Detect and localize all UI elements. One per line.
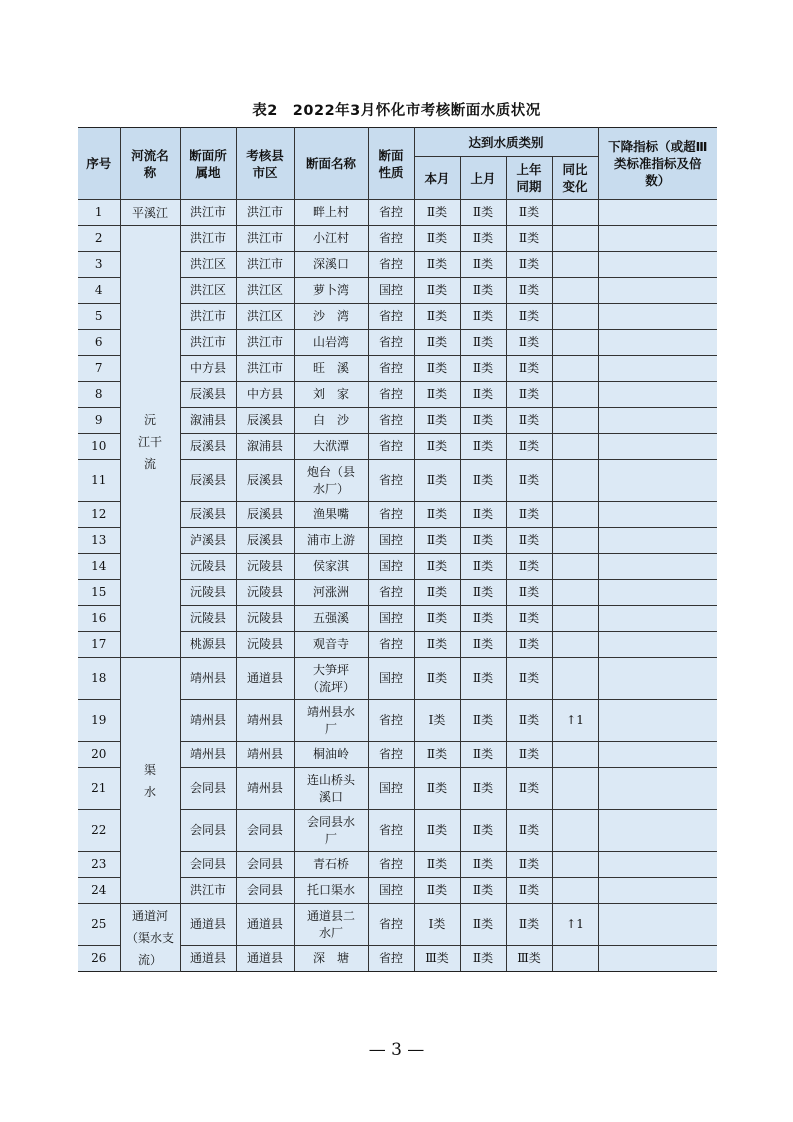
- table-row: [78, 904, 717, 946]
- cell-section-name: 深溪口: [294, 252, 368, 278]
- cell-yoy: [552, 434, 598, 460]
- cell-last-month: Ⅱ类: [460, 382, 506, 408]
- cell-section-name: 托口渠水: [294, 878, 368, 904]
- cell-this-month: Ⅱ类: [414, 554, 460, 580]
- cell-no: 9: [78, 408, 120, 434]
- cell-last-month: Ⅱ类: [460, 434, 506, 460]
- cell-nature: 省控: [368, 408, 414, 434]
- cell-this-month: Ⅱ类: [414, 580, 460, 606]
- cell-last-month: Ⅱ类: [460, 904, 506, 946]
- cell-section-name: 观音寺: [294, 632, 368, 658]
- cell-this-month: Ⅱ类: [414, 632, 460, 658]
- cell-nature: 国控: [368, 554, 414, 580]
- cell-this-month: Ⅱ类: [414, 356, 460, 382]
- cell-yoy: [552, 408, 598, 434]
- cell-last-year: Ⅱ类: [506, 408, 552, 434]
- cell-this-month: Ⅱ类: [414, 852, 460, 878]
- cell-this-month: Ⅱ类: [414, 742, 460, 768]
- cell-last-year: Ⅱ类: [506, 658, 552, 700]
- cell-district: 靖州县: [236, 700, 294, 742]
- cell-yoy: ↑1: [552, 700, 598, 742]
- cell-indicator: [598, 632, 717, 658]
- cell-section-name: 河涨洲: [294, 580, 368, 606]
- cell-indicator: [598, 580, 717, 606]
- cell-district: 洪江区: [236, 278, 294, 304]
- cell-district: 靖州县: [236, 768, 294, 810]
- cell-indicator: [598, 768, 717, 810]
- cell-this-month: Ⅱ类: [414, 460, 460, 502]
- cell-last-year: Ⅱ类: [506, 528, 552, 554]
- cell-district: 靖州县: [236, 742, 294, 768]
- header-district: 考核县市区: [236, 128, 294, 200]
- cell-nature: 省控: [368, 946, 414, 972]
- cell-district: 通道县: [236, 658, 294, 700]
- cell-section-name: 浦市上游: [294, 528, 368, 554]
- cell-last-month: Ⅱ类: [460, 946, 506, 972]
- cell-nature: 省控: [368, 852, 414, 878]
- cell-nature: 省控: [368, 742, 414, 768]
- cell-district: 沅陵县: [236, 606, 294, 632]
- cell-no: 15: [78, 580, 120, 606]
- cell-section-name: 小江村: [294, 226, 368, 252]
- cell-location: 通道县: [180, 946, 236, 972]
- cell-location: 桃源县: [180, 632, 236, 658]
- cell-this-month: Ⅱ类: [414, 408, 460, 434]
- cell-nature: 省控: [368, 252, 414, 278]
- cell-indicator: [598, 502, 717, 528]
- cell-yoy: [552, 632, 598, 658]
- cell-location: 靖州县: [180, 700, 236, 742]
- cell-indicator: [598, 742, 717, 768]
- header-last-month: 上月: [460, 157, 506, 200]
- cell-location: 中方县: [180, 356, 236, 382]
- cell-this-month: Ⅰ类: [414, 700, 460, 742]
- cell-district: 洪江市: [236, 226, 294, 252]
- cell-yoy: [552, 606, 598, 632]
- cell-last-month: Ⅱ类: [460, 200, 506, 226]
- cell-indicator: [598, 434, 717, 460]
- cell-last-year: Ⅱ类: [506, 330, 552, 356]
- cell-last-year: Ⅱ类: [506, 434, 552, 460]
- cell-last-month: Ⅱ类: [460, 226, 506, 252]
- cell-location: 溆浦县: [180, 408, 236, 434]
- cell-river: 渠 水: [120, 658, 180, 904]
- cell-location: 洪江区: [180, 252, 236, 278]
- cell-last-month: Ⅱ类: [460, 460, 506, 502]
- cell-nature: 国控: [368, 606, 414, 632]
- table-row: [78, 658, 717, 700]
- table-title: 表2 2022年3月怀化市考核断面水质状况: [252, 103, 541, 119]
- cell-last-year: Ⅱ类: [506, 878, 552, 904]
- cell-location: 辰溪县: [180, 434, 236, 460]
- cell-nature: 省控: [368, 502, 414, 528]
- cell-no: 5: [78, 304, 120, 330]
- cell-location: 沅陵县: [180, 606, 236, 632]
- table-row: [78, 200, 717, 226]
- cell-nature: 省控: [368, 904, 414, 946]
- cell-this-month: Ⅰ类: [414, 904, 460, 946]
- cell-no: 19: [78, 700, 120, 742]
- cell-location: 通道县: [180, 904, 236, 946]
- cell-district: 洪江市: [236, 252, 294, 278]
- cell-nature: 省控: [368, 226, 414, 252]
- cell-yoy: [552, 946, 598, 972]
- cell-nature: 国控: [368, 878, 414, 904]
- cell-last-year: Ⅱ类: [506, 742, 552, 768]
- cell-last-month: Ⅱ类: [460, 304, 506, 330]
- cell-section-name: 畔上村: [294, 200, 368, 226]
- cell-this-month: Ⅱ类: [414, 200, 460, 226]
- cell-section-name: 桐油岭: [294, 742, 368, 768]
- cell-nature: 省控: [368, 700, 414, 742]
- cell-indicator: [598, 226, 717, 252]
- cell-this-month: Ⅲ类: [414, 946, 460, 972]
- cell-yoy: [552, 278, 598, 304]
- cell-no: 20: [78, 742, 120, 768]
- header-grade-group: 达到水质类别: [414, 128, 598, 157]
- cell-no: 13: [78, 528, 120, 554]
- cell-indicator: [598, 700, 717, 742]
- cell-location: 会同县: [180, 852, 236, 878]
- cell-this-month: Ⅱ类: [414, 502, 460, 528]
- header-location: 断面所属地: [180, 128, 236, 200]
- cell-location: 辰溪县: [180, 460, 236, 502]
- cell-section-name: 萝卜湾: [294, 278, 368, 304]
- cell-yoy: [552, 356, 598, 382]
- cell-last-month: Ⅱ类: [460, 408, 506, 434]
- header-nature: 断面性质: [368, 128, 414, 200]
- cell-last-year: Ⅱ类: [506, 606, 552, 632]
- cell-section-name: 旺 溪: [294, 356, 368, 382]
- cell-last-month: Ⅱ类: [460, 554, 506, 580]
- cell-yoy: [552, 502, 598, 528]
- cell-yoy: [552, 460, 598, 502]
- cell-indicator: [598, 304, 717, 330]
- cell-yoy: [552, 252, 598, 278]
- cell-yoy: [552, 658, 598, 700]
- cell-this-month: Ⅱ类: [414, 226, 460, 252]
- cell-no: 10: [78, 434, 120, 460]
- cell-no: 1: [78, 200, 120, 226]
- cell-last-year: Ⅱ类: [506, 632, 552, 658]
- cell-last-month: Ⅱ类: [460, 852, 506, 878]
- cell-section-name: 会同县水 厂: [294, 810, 368, 852]
- cell-yoy: [552, 528, 598, 554]
- cell-location: 洪江市: [180, 200, 236, 226]
- cell-last-month: Ⅱ类: [460, 580, 506, 606]
- cell-last-month: Ⅱ类: [460, 768, 506, 810]
- cell-last-year: Ⅱ类: [506, 768, 552, 810]
- cell-section-name: 白 沙: [294, 408, 368, 434]
- cell-district: 中方县: [236, 382, 294, 408]
- cell-last-year: Ⅱ类: [506, 382, 552, 408]
- cell-no: 2: [78, 226, 120, 252]
- cell-no: 16: [78, 606, 120, 632]
- cell-last-year: Ⅱ类: [506, 580, 552, 606]
- cell-nature: 国控: [368, 768, 414, 810]
- cell-last-month: Ⅱ类: [460, 632, 506, 658]
- cell-this-month: Ⅱ类: [414, 434, 460, 460]
- cell-yoy: [552, 304, 598, 330]
- cell-last-year: Ⅱ类: [506, 502, 552, 528]
- cell-nature: 省控: [368, 460, 414, 502]
- cell-location: 洪江区: [180, 278, 236, 304]
- cell-yoy: [552, 742, 598, 768]
- cell-indicator: [598, 278, 717, 304]
- cell-no: 6: [78, 330, 120, 356]
- cell-last-year: Ⅱ类: [506, 304, 552, 330]
- cell-last-month: Ⅱ类: [460, 658, 506, 700]
- cell-no: 23: [78, 852, 120, 878]
- cell-section-name: 靖州县水 厂: [294, 700, 368, 742]
- cell-this-month: Ⅱ类: [414, 330, 460, 356]
- cell-no: 3: [78, 252, 120, 278]
- cell-last-month: Ⅱ类: [460, 528, 506, 554]
- cell-location: 沅陵县: [180, 580, 236, 606]
- cell-last-month: Ⅱ类: [460, 356, 506, 382]
- cell-last-month: Ⅱ类: [460, 330, 506, 356]
- cell-nature: 省控: [368, 330, 414, 356]
- cell-indicator: [598, 408, 717, 434]
- cell-nature: 省控: [368, 810, 414, 852]
- cell-this-month: Ⅱ类: [414, 252, 460, 278]
- cell-location: 辰溪县: [180, 502, 236, 528]
- cell-this-month: Ⅱ类: [414, 382, 460, 408]
- cell-yoy: [552, 382, 598, 408]
- header-yoy: 同比变化: [552, 157, 598, 200]
- cell-no: 7: [78, 356, 120, 382]
- cell-location: 辰溪县: [180, 382, 236, 408]
- cell-river: 平溪江: [120, 200, 180, 226]
- cell-no: 17: [78, 632, 120, 658]
- cell-this-month: Ⅱ类: [414, 810, 460, 852]
- cell-nature: 国控: [368, 278, 414, 304]
- cell-indicator: [598, 382, 717, 408]
- cell-no: 26: [78, 946, 120, 972]
- cell-last-year: Ⅱ类: [506, 810, 552, 852]
- cell-location: 靖州县: [180, 658, 236, 700]
- cell-district: 辰溪县: [236, 460, 294, 502]
- cell-section-name: 青石桥: [294, 852, 368, 878]
- cell-location: 泸溪县: [180, 528, 236, 554]
- cell-nature: 省控: [368, 580, 414, 606]
- cell-yoy: [552, 878, 598, 904]
- cell-district: 辰溪县: [236, 528, 294, 554]
- cell-district: 辰溪县: [236, 502, 294, 528]
- cell-indicator: [598, 356, 717, 382]
- header-no: 序号: [78, 128, 120, 200]
- cell-river: 通道河（渠水支流）: [120, 904, 180, 972]
- cell-indicator: [598, 200, 717, 226]
- table-body: [78, 200, 717, 972]
- cell-district: 洪江市: [236, 200, 294, 226]
- cell-last-month: Ⅱ类: [460, 742, 506, 768]
- cell-last-month: Ⅱ类: [460, 278, 506, 304]
- cell-location: 洪江市: [180, 304, 236, 330]
- cell-section-name: 渔果嘴: [294, 502, 368, 528]
- header-last-year: 上年同期: [506, 157, 552, 200]
- cell-district: 会同县: [236, 852, 294, 878]
- cell-last-month: Ⅱ类: [460, 502, 506, 528]
- cell-last-month: Ⅱ类: [460, 606, 506, 632]
- cell-yoy: [552, 330, 598, 356]
- cell-location: 靖州县: [180, 742, 236, 768]
- cell-indicator: [598, 852, 717, 878]
- cell-last-year: Ⅱ类: [506, 226, 552, 252]
- cell-this-month: Ⅱ类: [414, 528, 460, 554]
- cell-yoy: [552, 554, 598, 580]
- cell-nature: 省控: [368, 304, 414, 330]
- cell-last-month: Ⅱ类: [460, 700, 506, 742]
- header-this-month: 本月: [414, 157, 460, 200]
- cell-section-name: 山岩湾: [294, 330, 368, 356]
- cell-section-name: 深 塘: [294, 946, 368, 972]
- cell-indicator: [598, 528, 717, 554]
- cell-this-month: Ⅱ类: [414, 658, 460, 700]
- cell-no: 25: [78, 904, 120, 946]
- page-number: — 3 —: [368, 1040, 425, 1060]
- cell-no: 4: [78, 278, 120, 304]
- cell-section-name: 侯家淇: [294, 554, 368, 580]
- cell-nature: 国控: [368, 658, 414, 700]
- cell-this-month: Ⅱ类: [414, 878, 460, 904]
- cell-section-name: 连山桥头溪口: [294, 768, 368, 810]
- cell-district: 会同县: [236, 810, 294, 852]
- cell-nature: 省控: [368, 356, 414, 382]
- cell-indicator: [598, 460, 717, 502]
- cell-indicator: [598, 252, 717, 278]
- cell-district: 会同县: [236, 878, 294, 904]
- header-indicator: 下降指标（或超Ⅲ类标准指标及倍数）: [598, 128, 717, 200]
- cell-last-year: Ⅱ类: [506, 554, 552, 580]
- cell-district: 洪江市: [236, 330, 294, 356]
- cell-yoy: [552, 580, 598, 606]
- cell-nature: 省控: [368, 434, 414, 460]
- cell-last-year: Ⅲ类: [506, 946, 552, 972]
- cell-last-year: Ⅱ类: [506, 852, 552, 878]
- cell-yoy: [552, 810, 598, 852]
- cell-yoy: ↑1: [552, 904, 598, 946]
- cell-location: 沅陵县: [180, 554, 236, 580]
- cell-section-name: 沙 湾: [294, 304, 368, 330]
- cell-last-month: Ⅱ类: [460, 878, 506, 904]
- cell-nature: 国控: [368, 528, 414, 554]
- cell-district: 洪江市: [236, 356, 294, 382]
- cell-river: 沅 江干 流: [120, 226, 180, 658]
- cell-district: 沅陵县: [236, 632, 294, 658]
- cell-indicator: [598, 878, 717, 904]
- cell-no: 12: [78, 502, 120, 528]
- cell-section-name: 大笋坪（流坪）: [294, 658, 368, 700]
- cell-this-month: Ⅱ类: [414, 606, 460, 632]
- cell-no: 11: [78, 460, 120, 502]
- cell-indicator: [598, 810, 717, 852]
- cell-no: 21: [78, 768, 120, 810]
- cell-location: 洪江市: [180, 878, 236, 904]
- cell-section-name: 刘 家: [294, 382, 368, 408]
- cell-last-year: Ⅱ类: [506, 356, 552, 382]
- cell-section-name: 通道县二水厂: [294, 904, 368, 946]
- cell-this-month: Ⅱ类: [414, 278, 460, 304]
- cell-last-month: Ⅱ类: [460, 810, 506, 852]
- cell-district: 沅陵县: [236, 580, 294, 606]
- cell-no: 8: [78, 382, 120, 408]
- cell-this-month: Ⅱ类: [414, 768, 460, 810]
- header-section-name: 断面名称: [294, 128, 368, 200]
- cell-yoy: [552, 768, 598, 810]
- cell-indicator: [598, 658, 717, 700]
- cell-no: 22: [78, 810, 120, 852]
- cell-indicator: [598, 904, 717, 946]
- cell-indicator: [598, 554, 717, 580]
- cell-location: 会同县: [180, 768, 236, 810]
- cell-location: 洪江市: [180, 330, 236, 356]
- cell-yoy: [552, 852, 598, 878]
- cell-section-name: 大洑潭: [294, 434, 368, 460]
- cell-no: 18: [78, 658, 120, 700]
- cell-no: 24: [78, 878, 120, 904]
- cell-this-month: Ⅱ类: [414, 304, 460, 330]
- cell-no: 14: [78, 554, 120, 580]
- cell-nature: 省控: [368, 200, 414, 226]
- cell-location: 洪江市: [180, 226, 236, 252]
- cell-yoy: [552, 200, 598, 226]
- cell-last-year: Ⅱ类: [506, 904, 552, 946]
- cell-indicator: [598, 946, 717, 972]
- cell-last-year: Ⅱ类: [506, 700, 552, 742]
- cell-indicator: [598, 330, 717, 356]
- cell-nature: 省控: [368, 632, 414, 658]
- cell-last-month: Ⅱ类: [460, 252, 506, 278]
- cell-district: 辰溪县: [236, 408, 294, 434]
- cell-last-year: Ⅱ类: [506, 252, 552, 278]
- cell-district: 通道县: [236, 946, 294, 972]
- cell-district: 溆浦县: [236, 434, 294, 460]
- cell-last-year: Ⅱ类: [506, 278, 552, 304]
- cell-district: 沅陵县: [236, 554, 294, 580]
- table-row: [78, 226, 717, 252]
- cell-location: 会同县: [180, 810, 236, 852]
- cell-last-year: Ⅱ类: [506, 460, 552, 502]
- header-river: 河流名称: [120, 128, 180, 200]
- cell-yoy: [552, 226, 598, 252]
- cell-section-name: 五强溪: [294, 606, 368, 632]
- cell-section-name: 炮台（县水厂）: [294, 460, 368, 502]
- cell-indicator: [598, 606, 717, 632]
- water-quality-table: [78, 127, 717, 972]
- cell-nature: 省控: [368, 382, 414, 408]
- cell-district: 通道县: [236, 904, 294, 946]
- cell-last-year: Ⅱ类: [506, 200, 552, 226]
- cell-district: 洪江区: [236, 304, 294, 330]
